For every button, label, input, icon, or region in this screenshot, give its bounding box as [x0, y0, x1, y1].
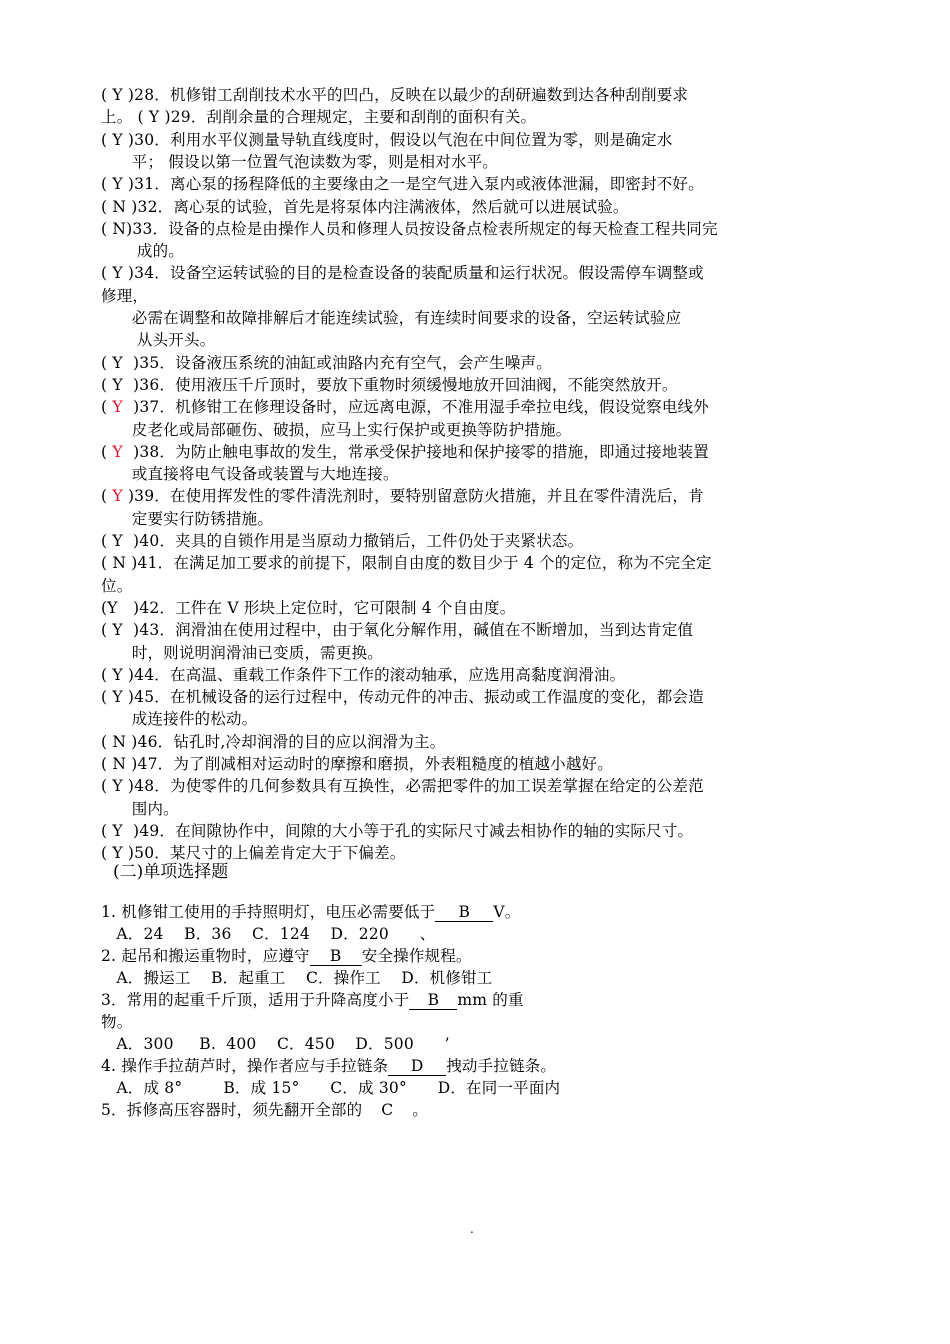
judgement-line [101, 731, 445, 753]
line-text: ( N )41．在满足加工要求的前提下，限制自由度的数目少于 4 个的定位，称为不完全定 [101, 554, 712, 573]
judgement-line [101, 151, 498, 173]
judgement-line [101, 173, 704, 195]
line-text: ( Y )48．为使零件的几何参数具有互换性，必需把零件的加工误差掌握在给定的公差范 [101, 777, 704, 796]
judgement-line [101, 798, 179, 820]
choice-q1-options: A．24 B．36 C．124 D．220 、 [101, 925, 436, 943]
choice-q3 [101, 989, 524, 1011]
choice-q4-options: A．成 8° B．成 15° C．成 30° D．在同一平面内 [101, 1079, 561, 1097]
line-text: ( Y )43．润滑油在使用过程中，由于氧化分解作用，碱值在不断增加，当到达肯定值 [101, 621, 694, 640]
judgement-line [101, 240, 184, 262]
judgement-line [101, 463, 399, 485]
judgement-line [101, 619, 693, 641]
line-text: ( Y )28．机修钳工刮削技术水平的凹凸，反映在以最少的刮研遍数到达各种刮削要求 [101, 86, 689, 104]
line-text: 从头开头。 [101, 331, 216, 350]
judgement-line [101, 196, 629, 218]
judgement-line [101, 352, 552, 374]
q3-stem: 3．常用的起重千斤顶，适用于升降高度小于 [101, 991, 410, 1009]
q1-answer: B [435, 903, 493, 922]
judgement-line [101, 775, 704, 797]
line-text: ( Y )44．在高温、重载工作条件下工作的滚动轴承，应选用高黏度润滑油。 [101, 665, 626, 684]
line-text: 时，则说明润滑油已变质，需更换。 [101, 643, 383, 662]
line-text: 上。 ( Y )29．刮削余量的合理规定，主要和刮削的面积有关。 [101, 108, 537, 127]
q2-tail: 安全操作规程。 [361, 947, 472, 965]
judgement-line [101, 218, 718, 240]
judgement-line [101, 642, 383, 664]
judgement-line [101, 597, 515, 619]
line-text: ( Y )31．离心泵的扬程降低的主要缘由之一是空气进入泵内或液体泄漏，即密封不好。 [101, 175, 704, 194]
section-heading: (二)单项选择题 [113, 862, 229, 882]
choice-q3-options: A．300 B. 400 C．450 D．500 ’ [101, 1035, 450, 1053]
q2-answer: B [310, 947, 362, 966]
line-text: ( [101, 398, 113, 417]
judgement-line [101, 396, 709, 418]
q1-tail: V。 [493, 903, 521, 921]
judgement-line [101, 552, 712, 574]
judgement-line [101, 329, 215, 351]
line-text: ( Y )34．设备空运转试验的目的是检查设备的装配质量和运行状况。假设需停车调整或 [101, 264, 704, 283]
answer-mark: Y [112, 487, 123, 506]
line-text: )39．在使用挥发性的零件清洗剂时，要特别留意防火措施，并且在零件清洗后，肯 [122, 487, 704, 506]
judgement-line [101, 686, 704, 708]
judgement-line [101, 708, 257, 730]
choice-q2 [101, 945, 472, 967]
choice-q3-continued: 物。 [101, 1013, 133, 1031]
line-text: 必需在调整和故障排解后才能连续试验，有连续时间要求的设备，空运转试验应 [101, 309, 682, 327]
choice-q5 [101, 1099, 428, 1121]
judgement-line [101, 285, 148, 307]
line-text: ( Y )35．设备液压系统的油缸或油路内充有空气，会产生噪声。 [101, 353, 552, 372]
q2-stem: 2. 起吊和搬运重物时，应遵守 [101, 947, 310, 965]
line-text: ( [101, 442, 113, 461]
line-text: ( Y )40．夹具的自锁作用是当原动力撤销后，工件仍处于夹紧状态。 [101, 532, 584, 550]
q1-stem: 1. 机修钳工使用的手持照明灯，电压必需要低于 [101, 903, 436, 921]
answer-mark: Y [112, 398, 123, 417]
q5-answer: C [381, 1101, 394, 1119]
q3-tail: mm 的重 [457, 991, 524, 1009]
line-text: )38．为防止触电事故的发生，常承受保护接地和保护接零的措施，即通过接地装置 [122, 442, 709, 461]
line-text: (Y )42．工件在 V 形块上定位时，它可限制 4 个自由度。 [101, 598, 516, 617]
q3-answer: B [409, 991, 457, 1010]
line-text: 修理， [101, 286, 149, 305]
judgement-line [101, 129, 672, 151]
choice-q2-options: A．搬运工 B．起重工 C．操作工 D．机修钳工 [101, 969, 493, 987]
line-text: ( N)33．设备的点检是由操作人员和修理人员按设备点检表所规定的每天检查工程共同完 [101, 219, 718, 238]
line-text: ( N )47．为了削减相对运动时的摩擦和磨损，外表粗糙度的植越小越好。 [101, 755, 613, 773]
judgement-line [101, 753, 613, 775]
line-text: ( N )46．钻孔时,冷却润滑的目的应以润滑为主。 [101, 732, 446, 751]
line-text: ( [101, 487, 113, 506]
choice-q1 [101, 901, 520, 923]
line-text: 位。 [101, 576, 133, 595]
judgement-line [101, 820, 693, 842]
judgement-line [101, 262, 704, 284]
q4-stem: 4. 操作手拉葫芦时，操作者应与手拉链条 [101, 1057, 389, 1075]
judgement-line [101, 374, 678, 396]
judgement-line [101, 307, 681, 329]
line-text: 成连接件的松动。 [101, 710, 258, 729]
line-text: 皮老化或局部砸伤、破损，应马上实行保护或更换等防护措施。 [101, 420, 572, 439]
judgement-line [101, 530, 583, 552]
line-text: ( Y )36．使用液压千斤顶时，要放下重物时须缓慢地放开回油阀，不能突然放开。 [101, 375, 678, 394]
line-text: ( N )32．离心泵的试验，首先是将泵体内注满液体，然后就可以进展试验。 [101, 197, 629, 216]
q4-tail: 拽动手拉链条。 [446, 1057, 557, 1075]
page-footer-mark: . [470, 1222, 474, 1236]
choice-q4 [101, 1055, 556, 1077]
judgement-line [101, 84, 688, 106]
judgement-line [101, 664, 625, 686]
q4-answer: D [388, 1057, 446, 1076]
line-text: )37．机修钳工在修理设备时，应远离电源，不准用湿手牵拉电线，假设觉察电线外 [122, 398, 709, 417]
line-text: 或直接将电气设备或装置与大地连接。 [101, 465, 399, 484]
line-text: 成的。 [101, 242, 184, 261]
q5-stem: 5．拆修高压容器时，须先翻开全部的 [101, 1101, 363, 1119]
line-text: ( Y )49．在间隙协作中，间隙的大小等于孔的实际尺寸减去相协作的轴的实际尺寸。 [101, 821, 694, 840]
line-text: 平； 假设以第一位置气泡读数为零，则是相对水平。 [101, 152, 498, 171]
judgement-line [101, 508, 273, 530]
line-text: 定要实行防锈措施。 [101, 509, 274, 528]
judgement-line [101, 106, 536, 128]
line-text: ( Y )45．在机械设备的运行过程中，传动元件的冲击、振动或工作温度的变化，都会造 [101, 688, 704, 707]
answer-mark: Y [112, 442, 123, 461]
line-text: ( Y )50．某尺寸的上偏差肯定大于下偏差。 [101, 844, 406, 863]
judgement-line [101, 441, 709, 463]
line-text: 围内。 [101, 799, 179, 818]
judgement-line [101, 485, 704, 507]
line-text: ( Y )30．利用水平仪测量导轨直线度时，假设以气泡在中间位置为零，则是确定水 [101, 130, 673, 149]
judgement-line [101, 419, 571, 441]
q5-tail: 。 [412, 1101, 428, 1119]
judgement-line [101, 575, 132, 597]
